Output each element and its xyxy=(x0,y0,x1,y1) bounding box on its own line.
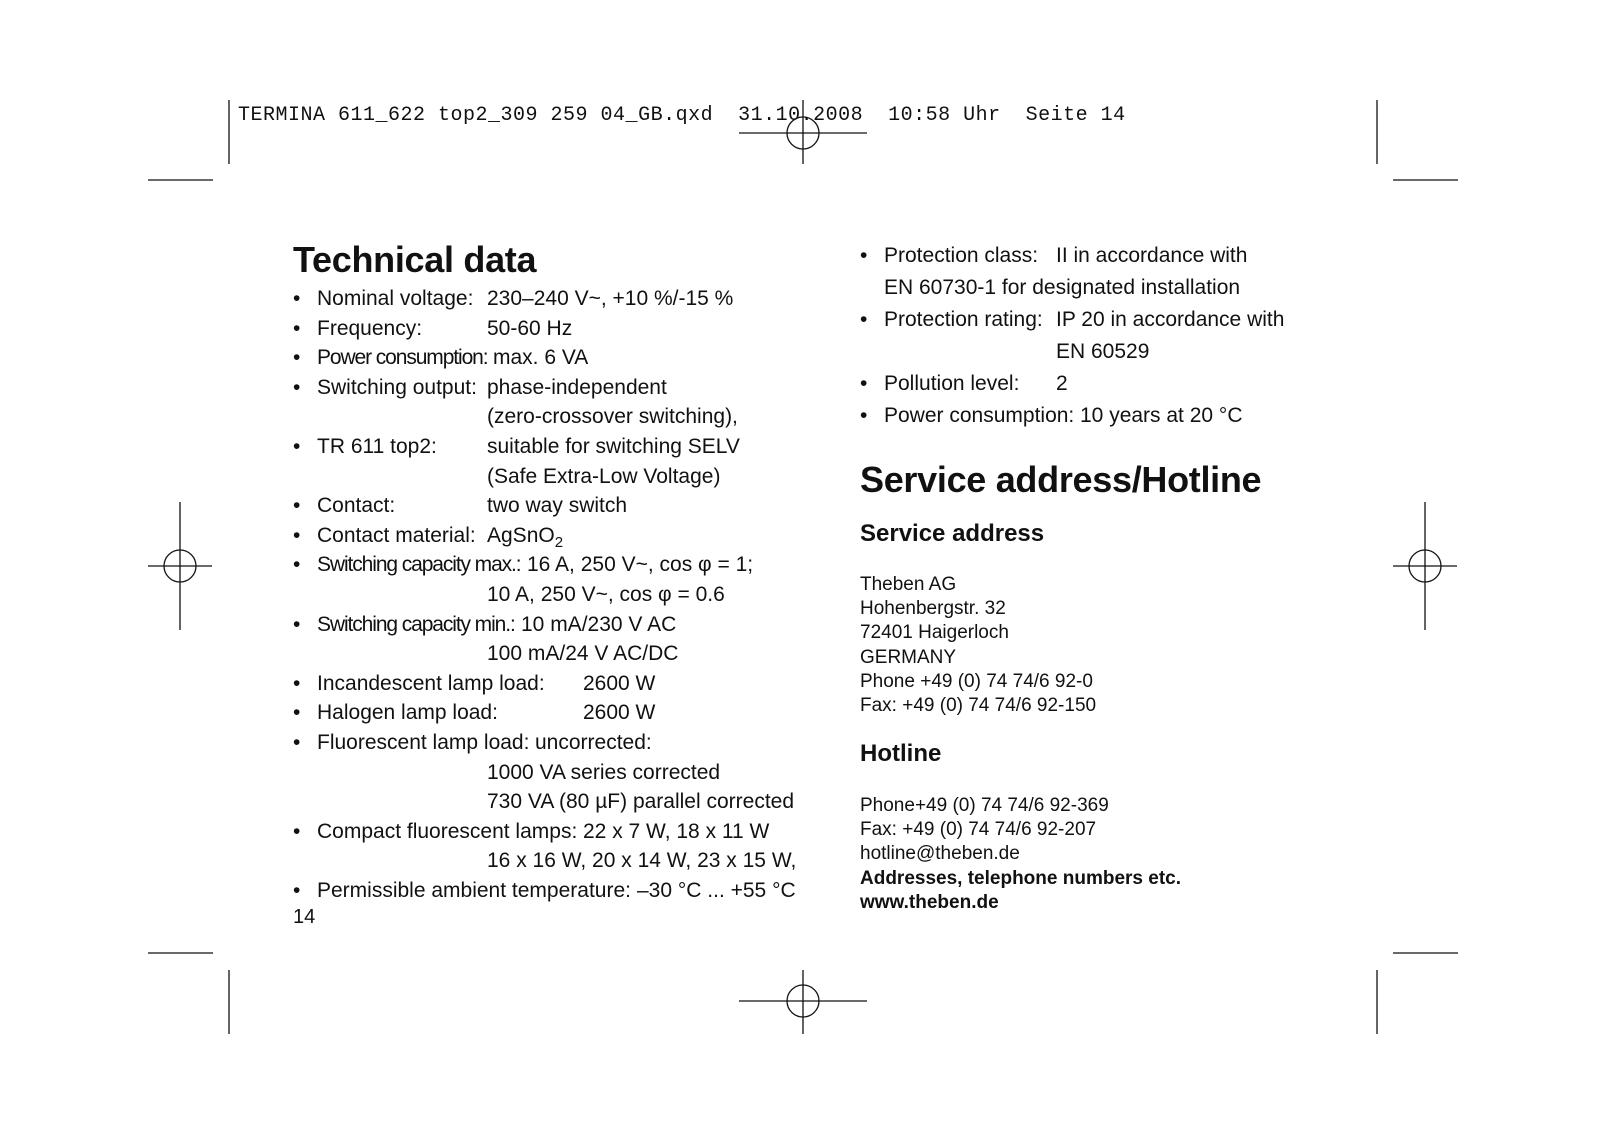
item-value: 10 years at 20 °C xyxy=(1080,404,1243,427)
item-label: Incandescent lamp load: xyxy=(317,671,545,695)
address-line: Theben AG xyxy=(860,574,957,595)
list-item xyxy=(293,639,813,669)
address-line: Fax: +49 (0) 74 74/6 92-150 xyxy=(860,694,1097,716)
bullet-icon: • xyxy=(293,730,301,754)
item-label: Fluorescent lamp load: xyxy=(317,730,530,754)
bullet-icon: • xyxy=(860,404,868,427)
item-value-subscript: 2 xyxy=(554,533,564,551)
item-label: Compact fluorescent lamps: xyxy=(317,819,578,843)
item-value xyxy=(637,876,796,906)
item-value xyxy=(583,817,769,847)
item-continuation: EN 60529 xyxy=(1056,340,1150,363)
item-value: IP 20 in accordance with xyxy=(1056,308,1285,331)
item-label: Nominal voltage: xyxy=(317,287,474,310)
bullet-icon: • xyxy=(293,287,301,310)
item-continuation: 10 A, 250 V~, cos φ = 0.6 xyxy=(487,582,725,606)
item-value: II in accordance with xyxy=(1056,244,1248,267)
list-item xyxy=(293,787,813,817)
item-continuation: EN 60730-1 for designated installation xyxy=(884,276,1241,299)
bullet-icon: • xyxy=(293,553,301,577)
item-value xyxy=(521,610,676,640)
item-label: Frequency: xyxy=(317,316,423,340)
item-continuation: 1000 VA series corrected xyxy=(487,760,721,784)
bullet-icon: • xyxy=(293,819,301,843)
list-item xyxy=(293,876,813,906)
item-value xyxy=(527,550,753,580)
item-label: Contact: xyxy=(317,494,396,518)
bullet-icon: • xyxy=(293,701,301,725)
hotline-line: Fax: +49 (0) 74 74/6 92-207 xyxy=(860,819,1097,841)
item-label: Switching capacity min.: xyxy=(317,612,515,636)
list-item xyxy=(860,272,1420,304)
list-item xyxy=(860,400,1420,432)
list-item xyxy=(293,817,813,847)
list-item xyxy=(293,728,813,758)
item-label: Switching capacity max.: xyxy=(317,553,521,577)
item-value xyxy=(493,343,588,373)
item-value-text: max. 6 VA xyxy=(493,346,589,370)
item-value-text: 230–240 V~, +10 %/-15 % xyxy=(487,287,734,310)
list-item xyxy=(860,240,1420,272)
list-item xyxy=(293,402,813,432)
hotline-heading: Hotline xyxy=(860,740,942,767)
technical-data-title: Technical data xyxy=(293,239,537,280)
item-value-text: 10 mA/230 V AC xyxy=(521,612,677,636)
service-title: Service address/Hotline xyxy=(860,459,1262,500)
bullet-icon: • xyxy=(860,244,868,267)
bullet-icon: • xyxy=(293,671,301,695)
item-label: Protection class: xyxy=(884,244,1039,267)
list-item xyxy=(860,368,1420,400)
hotline-bold-line: www.theben.de xyxy=(860,891,999,913)
list-item xyxy=(293,284,813,314)
protection-list xyxy=(860,240,1420,432)
bullet-icon: • xyxy=(293,878,301,902)
service-address-block xyxy=(860,573,1096,718)
item-value-text: 16 A, 250 V~, cos φ = 1; xyxy=(527,553,754,577)
item-label: Power consumption: xyxy=(317,346,488,370)
list-item xyxy=(293,580,813,610)
page-number: 14 xyxy=(293,906,316,928)
item-value xyxy=(583,669,655,699)
item-label: Power consumption: xyxy=(884,404,1075,427)
address-line: GERMANY xyxy=(860,646,957,668)
address-line: Phone +49 (0) 74 74/6 92-0 xyxy=(860,670,1093,692)
hotline-line: Phone+49 (0) 74 74/6 92-369 xyxy=(860,795,1109,816)
list-item xyxy=(860,304,1420,336)
list-item xyxy=(293,758,813,788)
list-item xyxy=(293,314,813,344)
list-item xyxy=(293,610,813,640)
item-label: Protection rating: xyxy=(884,308,1043,331)
list-item xyxy=(293,669,813,699)
bullet-icon: • xyxy=(293,523,301,547)
item-continuation: 730 VA (80 µF) parallel corrected xyxy=(487,790,795,814)
item-label: Permissible ambient temperature: xyxy=(317,878,631,902)
list-item xyxy=(293,432,813,462)
list-item xyxy=(293,521,813,551)
bullet-icon: • xyxy=(860,308,868,331)
list-item xyxy=(293,846,813,876)
item-label: Contact material: xyxy=(317,523,476,547)
item-value xyxy=(487,491,627,521)
item-label: Switching output: xyxy=(317,375,477,399)
address-line: Hohenbergstr. 32 xyxy=(860,598,1006,620)
hotline-bold-line: Addresses, telephone numbers etc. xyxy=(860,867,1181,889)
item-value-text: uncorrected: xyxy=(535,730,652,754)
item-value xyxy=(487,314,572,344)
item-label: Pollution level: xyxy=(884,372,1020,395)
item-value-text: two way switch xyxy=(487,494,628,518)
item-continuation: (zero-crossover switching), xyxy=(487,405,738,429)
bullet-icon: • xyxy=(293,346,301,370)
file-slug-line: TERMINA 611_622 top2_309 259 04_GB.qxd 31.10.2008 10:58 Uhr Seite 14 xyxy=(238,104,1126,127)
list-item xyxy=(293,698,813,728)
list-item xyxy=(293,343,813,373)
technical-data-list xyxy=(293,284,813,905)
item-value-text: phase-independent xyxy=(487,375,667,399)
item-value-text: 2600 W xyxy=(583,701,656,725)
bullet-icon: • xyxy=(293,375,301,399)
item-value-text: AgSnO xyxy=(487,523,555,547)
list-item xyxy=(293,373,813,403)
item-value xyxy=(487,284,733,314)
item-continuation: (Safe Extra-Low Voltage) xyxy=(487,464,721,488)
list-item xyxy=(293,550,813,580)
bullet-icon: • xyxy=(293,316,301,340)
list-item xyxy=(860,336,1420,368)
list-item xyxy=(293,462,813,492)
bullet-icon: • xyxy=(293,434,301,458)
item-label: Halogen lamp load: xyxy=(317,701,498,725)
item-value-text: –30 °C ... +55 °C xyxy=(637,878,796,902)
item-value-text: 22 x 7 W, 18 x 11 W xyxy=(583,819,770,843)
item-value xyxy=(487,373,667,403)
bullet-icon: • xyxy=(293,612,301,636)
item-continuation: 16 x 16 W, 20 x 14 W, 23 x 15 W, xyxy=(487,849,797,873)
list-item xyxy=(293,491,813,521)
address-line: 72401 Haigerloch xyxy=(860,622,1009,644)
hotline-line: hotline@theben.de xyxy=(860,843,1020,865)
hotline-block xyxy=(860,794,1181,915)
item-label: TR 611 top2: xyxy=(317,434,437,458)
item-value xyxy=(535,728,652,758)
item-continuation: 100 mA/24 V AC/DC xyxy=(487,642,679,666)
item-value: 2 xyxy=(1056,372,1068,395)
item-value-text: suitable for switching SELV xyxy=(487,434,740,458)
item-value xyxy=(583,698,655,728)
bullet-icon: • xyxy=(860,372,868,395)
service-address-heading: Service address xyxy=(860,520,1045,547)
item-value-text: 2600 W xyxy=(583,671,656,695)
bullet-icon: • xyxy=(293,494,301,518)
item-value xyxy=(487,432,740,462)
item-value-text: 50-60 Hz xyxy=(487,316,573,340)
